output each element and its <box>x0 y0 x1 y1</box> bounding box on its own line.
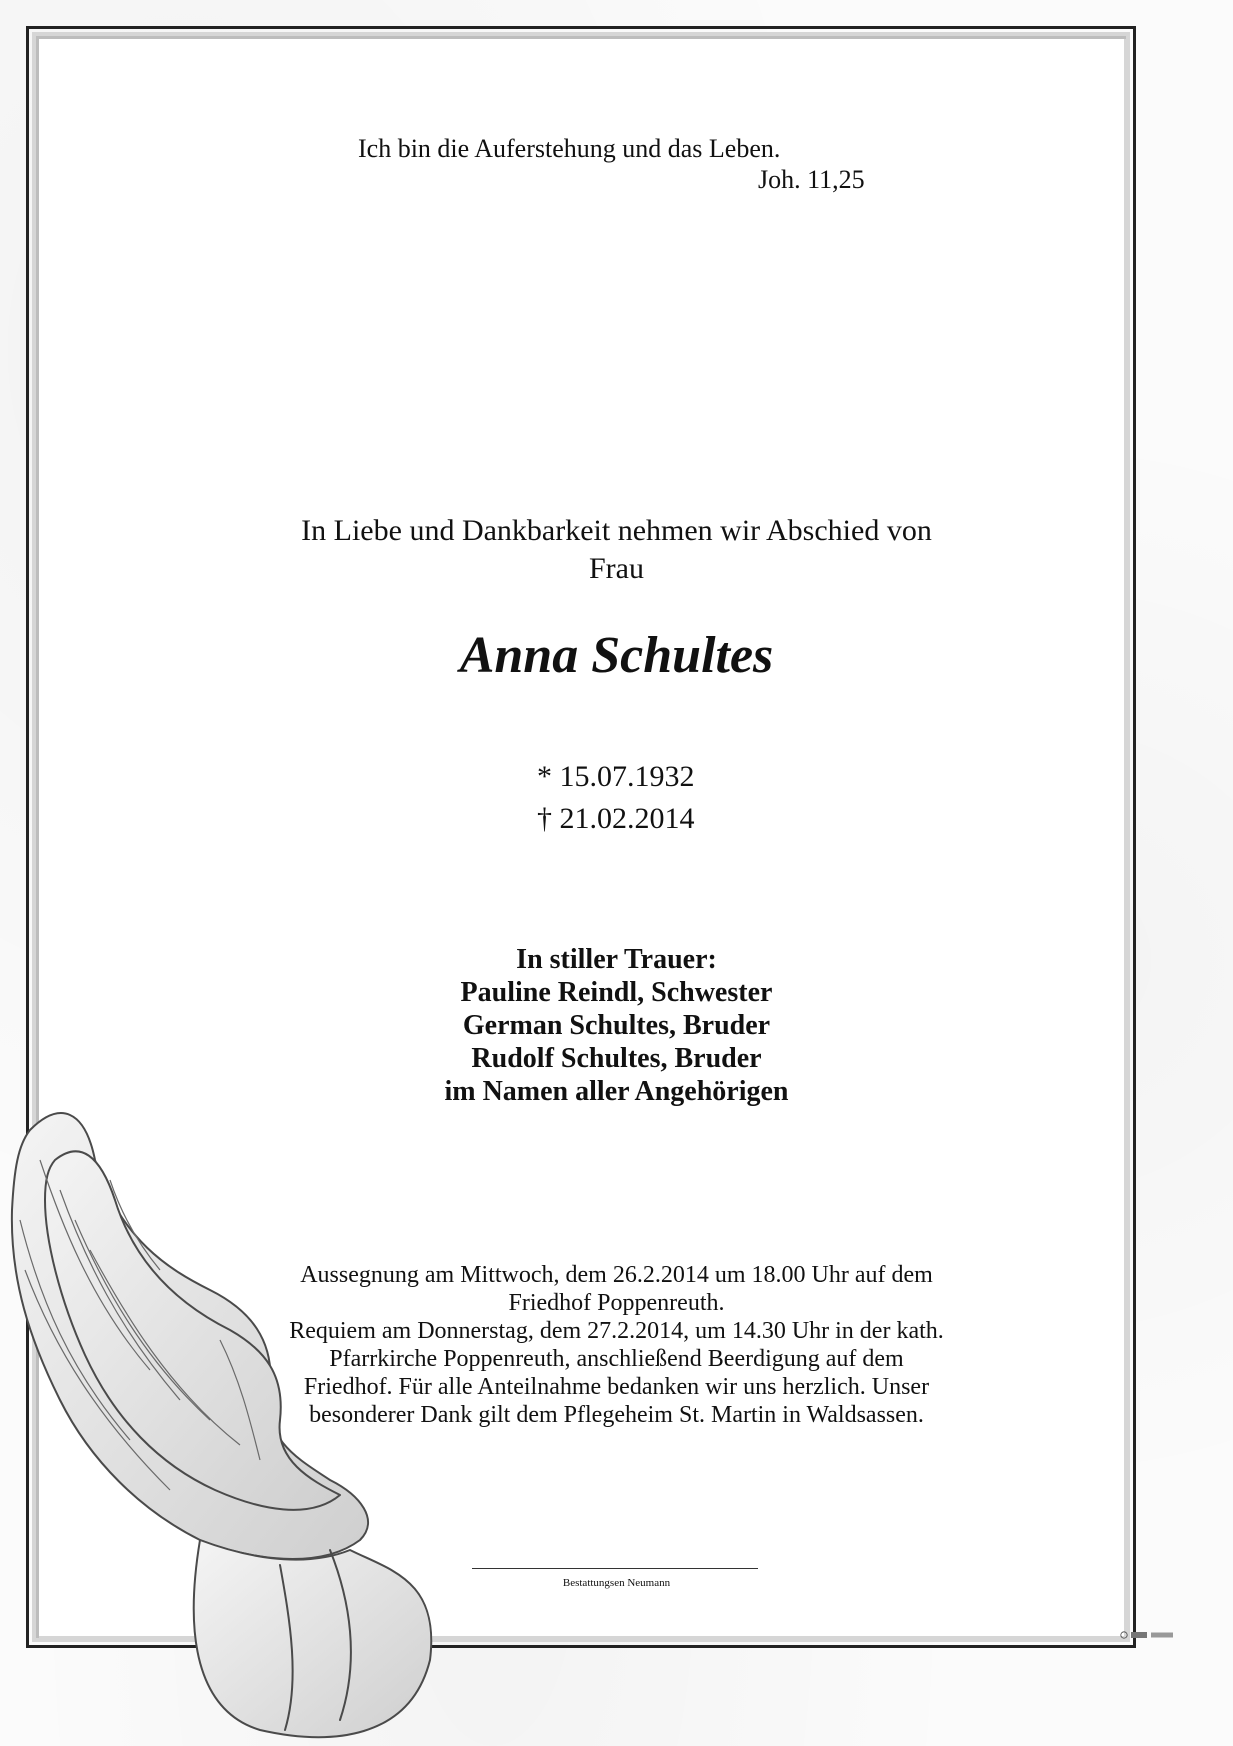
death-date: † 21.02.2014 <box>537 802 695 835</box>
praying-hands-icon <box>0 1100 460 1746</box>
farewell-intro-line2: Frau <box>589 552 644 585</box>
mourner-line: German Schultes, Bruder <box>462 1010 771 1041</box>
deceased-name: Anna Schultes <box>459 627 774 684</box>
mourner-line: im Namen aller Angehörigen <box>444 1076 789 1107</box>
mourner-line: Rudolf Schultes, Bruder <box>471 1043 762 1074</box>
bible-verse: Ich bin die Auferstehung und das Leben. <box>358 134 781 163</box>
announcement-line: besonderer Dank gilt dem Pflegeheim St. Martin in Waldsassen. <box>309 1402 924 1428</box>
farewell-intro-line1: In Liebe und Dankbarkeit nehmen wir Abschied von <box>301 514 932 547</box>
announcement-line: Pfarrkirche Poppenreuth, anschließend Beerdigung auf dem <box>329 1346 904 1372</box>
mourners-heading: In stiller Trauer: <box>516 944 717 975</box>
birth-date: * 15.07.1932 <box>537 760 695 793</box>
copyright-mark <box>1120 1630 1210 1642</box>
announcement-line: Aussegnung am Mittwoch, dem 26.2.2014 um 18.00 Uhr auf dem <box>300 1262 933 1288</box>
funeral-home-name: Bestattungsen Neumann <box>562 1577 671 1589</box>
announcement-line: Friedhof Poppenreuth. <box>508 1290 725 1316</box>
announcement-line: Friedhof. Für alle Anteilnahme bedanken wir uns herzlich. Unser <box>303 1374 930 1400</box>
signature-line <box>472 1568 758 1569</box>
announcement-line: Requiem am Donnerstag, dem 27.2.2014, um 14.30 Uhr in der kath. <box>289 1318 944 1344</box>
bible-verse-reference: Joh. 11,25 <box>758 165 865 194</box>
mourner-line: Pauline Reindl, Schwester <box>460 977 773 1008</box>
